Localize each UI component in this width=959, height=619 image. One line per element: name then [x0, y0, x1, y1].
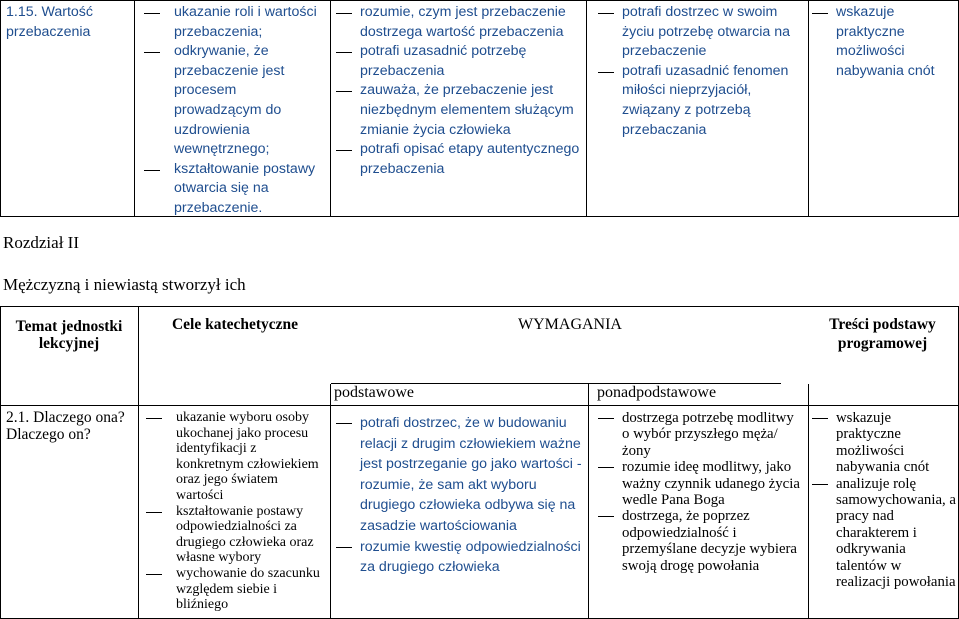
goal-item: wychowanie do szacunku względem siebie i bliźniego [146, 566, 326, 613]
basic-1-15 [336, 3, 582, 179]
advanced-2-1 [598, 410, 804, 574]
chapter-title: Mężczyzną i niewiastą stworzył ich [3, 275, 246, 294]
goal-item: ukazanie wyboru osoby ukochanej jako procesu identyfikacji z konkretnym człowiekiem oraz jego światem wartości [146, 410, 326, 504]
goals-2-1 [146, 410, 326, 613]
basic-item: zauważa, że przebaczenie jest niezbędnym elementem służącym zmianie życia człowieka [336, 81, 582, 140]
advanced-item: dostrzega potrzebę modlitwy o wybór przyszłego męża/żony [598, 410, 804, 459]
basic-item: potrafi uzasadnić potrzebę przebaczenia [336, 42, 582, 81]
topic-1-15: 1.15. Wartość przebaczenia [6, 4, 93, 40]
advanced-item: potrafi dostrzec w swoim życiu potrzebę otwarcia na przebaczenie [598, 3, 804, 62]
basic-item: potrafi opisać etapy autentycznego przebaczenia [336, 140, 582, 179]
basic-item: rozumie, czym jest przebaczenie dostrzega wartość przebaczenia [336, 3, 582, 42]
header-goals: Cele katechetyczne [171, 316, 299, 333]
goal-item: ukazanie roli i wartości przebaczenia; [144, 3, 326, 42]
header-curriculum: Treści podstawy programowej [829, 316, 936, 352]
curriculum-1-15 [812, 3, 956, 81]
curriculum-item: analizuje rolę samowychowania, a pracy nad charakterem i odkrywania talentów w realizacji powołania [812, 476, 956, 591]
basic-2-1 [336, 413, 584, 578]
goal-item: odkrywanie, że przebaczenie jest procesem prowadzącym do uzdrowienia wewnętrznego; [144, 42, 326, 160]
header-advanced: ponadpodstawowe [597, 384, 717, 401]
goal-item: kształtowanie postawy odpowiedzialności za drugiego człowieka oraz własne wybory [146, 504, 326, 566]
advanced-item: rozumie ideę modlitwy, jako ważny czynnik udanego życia wedle Pana Boga [598, 459, 804, 508]
header-topic: Temat jednostki lekcyjnej [15, 318, 123, 352]
goal-item: kształtowanie postawy otwarcia się na przebaczenie. [144, 160, 326, 219]
header-requirements: WYMAGANIA [518, 316, 622, 333]
curriculum-item: wskazuje praktyczne możliwości nabywania cnót [812, 3, 956, 81]
advanced-item: dostrzega, że poprzez odpowiedzialność i przemyślane decyzje wybiera swoją drogę powołania [598, 508, 804, 574]
chapter-label: Rozdział II [3, 233, 79, 252]
goals-1-15 [144, 3, 326, 219]
basic-item: potrafi dostrzec, że w budowaniu relacji z drugim człowiekiem ważne jest postrzeganie go jako wartości - rozumie, że sam akt wyboru drugiego człowieka odbywa się na zasadzie wartościowania [336, 413, 584, 537]
header-basic: podstawowe [334, 384, 414, 401]
basic-item: rozumie kwestię odpowiedzialności za drugiego człowieka [336, 537, 584, 578]
advanced-1-15 [598, 3, 804, 140]
curriculum-2-1 [812, 410, 956, 590]
advanced-item: potrafi uzasadnić fenomen miłości nieprzyjaciół, związany z potrzebą przebaczania [598, 62, 804, 140]
topic-2-1: 2.1. Dlaczego ona? Dlaczego on? [6, 409, 125, 443]
curriculum-item: wskazuje praktyczne możliwości nabywania cnót [812, 410, 956, 476]
